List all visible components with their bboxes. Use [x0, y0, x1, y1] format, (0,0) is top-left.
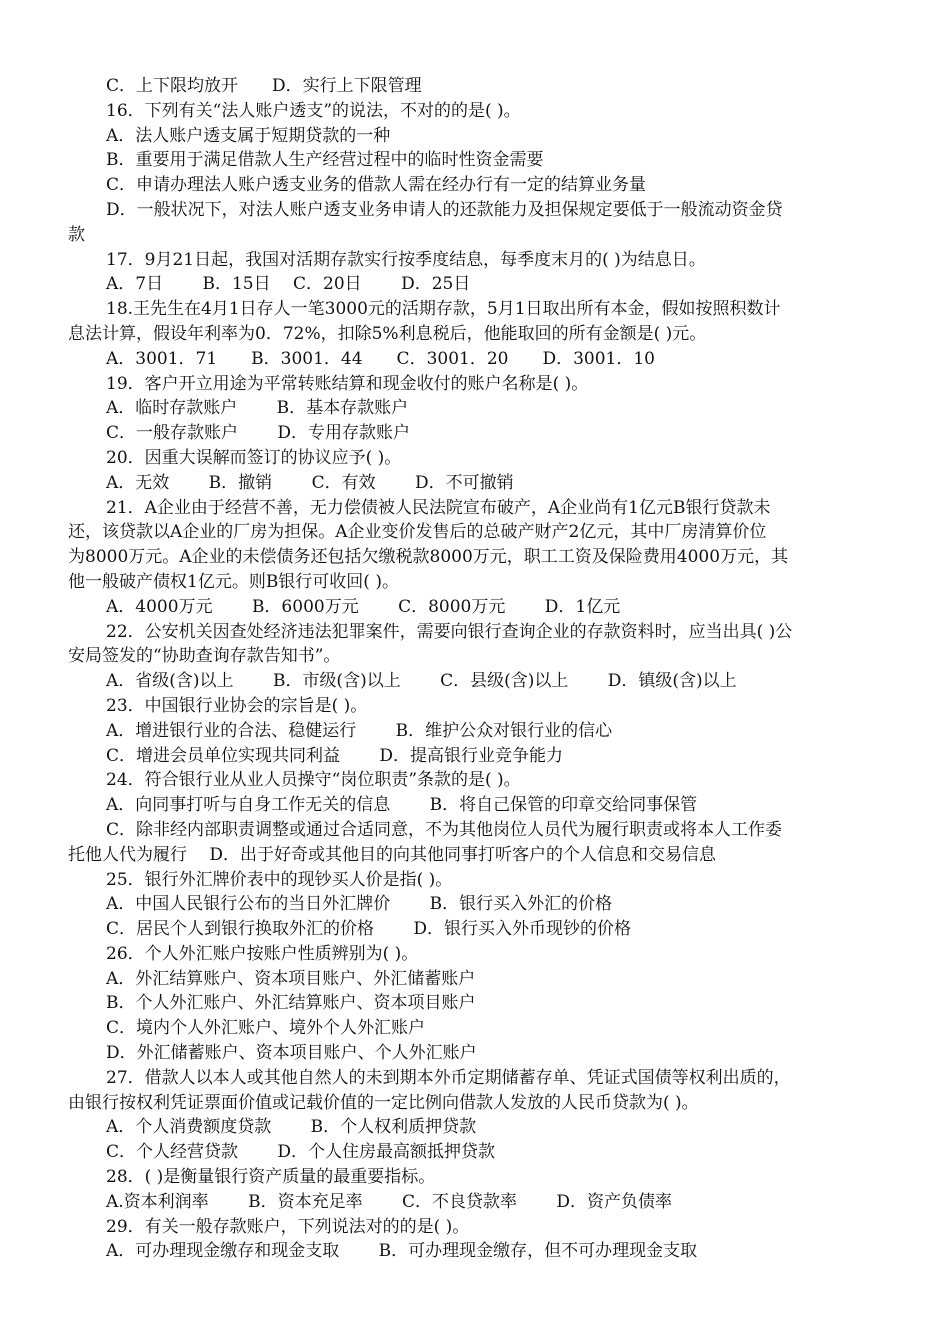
text-line: A．向同事打听与自身工作无关的信息 B．将自己保管的印章交给同事保管: [106, 795, 698, 816]
text-line: 安局签发的“协助查询存款告知书”。: [68, 646, 341, 667]
text-line: A．个人消费额度贷款 B．个人权利质押贷款: [106, 1117, 477, 1138]
text-line: 24．符合银行业从业人员操守“岗位职责”条款的是( )。: [106, 770, 521, 791]
text-line: 20．因重大误解而签订的协议应予( )。: [106, 447, 402, 468]
text-line: C．增进会员单位实现共同利益 D．提高银行业竞争能力: [106, 745, 564, 766]
text-line: 23．中国银行业协会的宗旨是( )。: [106, 695, 368, 716]
text-line: C．境内个人外汇账户、境外个人外汇账户: [106, 1018, 426, 1039]
text-line: 27．借款人以本人或其他自然人的未到期本外币定期储蓄存单、凭证式国债等权利出质的，: [106, 1067, 791, 1088]
text-line: 由银行按权利凭证票面价值或记载价值的一定比例向借款人发放的人民币贷款为( )。: [68, 1092, 699, 1113]
text-line: A．可办理现金缴存和现金支取 B．可办理现金缴存，但不可办理现金支取: [106, 1241, 698, 1262]
text-line: C．一般存款账户 D．专用存款账户: [106, 423, 411, 444]
text-line: A．中国人民银行公布的当日外汇牌价 B．银行买入外汇的价格: [106, 894, 613, 915]
text-line: 款: [68, 224, 85, 245]
text-line: 17．9月21日起，我国对活期存款实行按季度结息，每季度末月的( )为结息日。: [106, 249, 706, 270]
text-line: 为8000万元。A企业的未偿债务还包括欠缴税款8000万元，职工工资及保险费用4000万元，其: [68, 547, 789, 568]
text-line: 28．( )是衡量银行资产质量的最重要指标。: [106, 1167, 436, 1188]
text-line: 息法计算，假设年利率为0．72%，扣除5%利息税后，他能取回的所有金额是( )元。: [68, 323, 707, 344]
text-line: 22．公安机关因查处经济违法犯罪案件，需要向银行查询企业的存款资料时，应当出具( )公: [106, 621, 793, 642]
text-line: 29．有关一般存款账户，下列说法对的的是( )。: [106, 1216, 470, 1237]
text-line: 21．A企业由于经营不善，无力偿债被人民法院宣布破产，A企业尚有1亿元B银行贷款未: [106, 497, 771, 518]
text-line: D．外汇储蓄账户、资本项目账户、个人外汇账户: [106, 1043, 477, 1064]
document-body: [68, 74, 882, 1264]
text-line: B．个人外汇账户、外汇结算账户、资本项目账户: [106, 993, 476, 1014]
text-line: A．4000万元 B．6000万元 C．8000万元 D．1亿元: [106, 596, 621, 617]
text-line: 19．客户开立用途为平常转账结算和现金收付的账户名称是( )。: [106, 373, 589, 394]
text-line: B．重要用于满足借款人生产经营过程中的临时性资金需要: [106, 150, 544, 171]
text-line: C．个人经营贷款 D．个人住房最高额抵押贷款: [106, 1142, 496, 1163]
text-line: A.资本利润率 B．资本充足率 C．不良贷款率 D．资产负债率: [106, 1191, 673, 1212]
text-line: A．外汇结算账户、资本项目账户、外汇储蓄账户: [106, 968, 476, 989]
text-line: A．增进银行业的合法、稳健运行 B．维护公众对银行业的信心: [106, 720, 613, 741]
text-line: C．除非经内部职责调整或通过合适同意，不为其他岗位人员代为履行职责或将本人工作委: [106, 819, 783, 840]
text-line: A．法人账户透支属于短期贷款的一种: [106, 125, 391, 146]
text-line: 他一般破产债权1亿元。则B银行可收回( )。: [68, 571, 399, 592]
text-line: A．3001．71 B．3001．44 C．3001．20 D．3001．10: [106, 348, 655, 369]
text-line: A．省级(含)以上 B．市级(含)以上 C．县级(含)以上 D．镇级(含)以上: [106, 671, 737, 692]
text-line: D．一般状况下，对法人账户透支业务申请人的还款能力及担保规定要低于一般流动资金贷: [106, 199, 783, 220]
text-line: 26．个人外汇账户按账户性质辨别为( )。: [106, 943, 419, 964]
text-line: 25．银行外汇牌价表中的现钞买人价是指( )。: [106, 869, 453, 890]
text-line: C．申请办理法人账户透支业务的借款人需在经办行有一定的结算业务量: [106, 175, 647, 196]
text-line: C．上下限均放开 D．实行上下限管理: [106, 76, 422, 96]
text-line: A．7日 B．15日 C．20日 D．25日: [106, 274, 471, 295]
text-line: 托他人代为履行 D．出于好奇或其他目的向其他同事打听客户的个人信息和交易信息: [68, 844, 717, 865]
text-line: 18.王先生在4月1日存人一笔3000元的活期存款，5月1日取出所有本金，假如按照积数计: [106, 299, 781, 320]
text-line: C．居民个人到银行换取外汇的价格 D．银行买入外币现钞的价格: [106, 919, 632, 940]
text-line: 还，该贷款以A企业的厂房为担保。A企业变价发售后的总破产财产2亿元，其中厂房清算价位: [68, 522, 767, 543]
text-line: A．无效 B．撤销 C．有效 D．不可撤销: [106, 472, 514, 493]
text-line: A．临时存款账户 B．基本存款账户: [106, 398, 409, 419]
text-line: 16．下列有关“法人账户透支”的说法，不对的的是( )。: [106, 100, 521, 121]
